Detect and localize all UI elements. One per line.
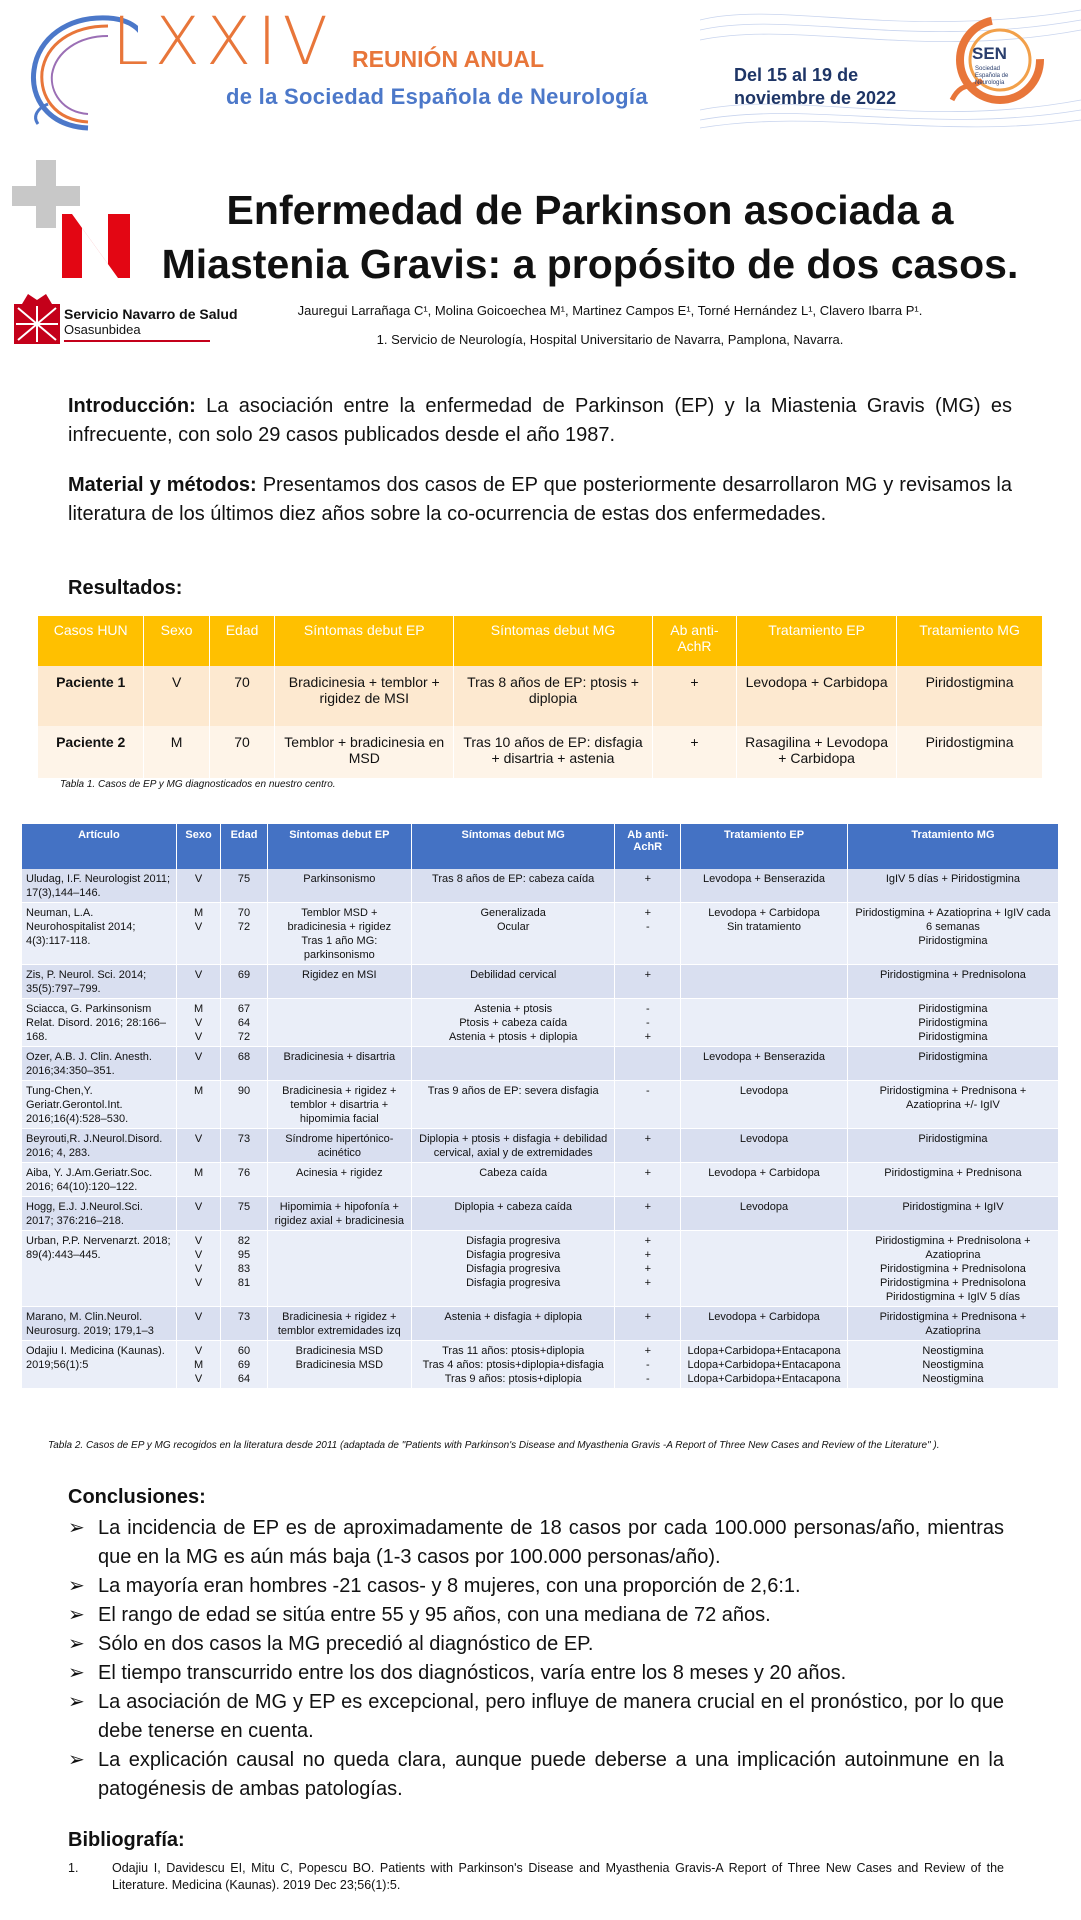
table-cell: Piridostigmina + Prednisona + Azatioprina +/- IgIV [847,1081,1058,1129]
table-cell: Tras 8 años de EP: cabeza caída [411,869,615,903]
table-header-cell: Ab anti-AchR [615,824,681,869]
table-cell: + [652,726,736,778]
table-cell [411,1047,615,1081]
table-cell: Piridostigmina + Prednisona [847,1163,1058,1197]
table2-caption: Tabla 2. Casos de EP y MG recogidos en la literatura desde 2011 (adaptada de "Patients with Parkinson's Disease and Myasthenia Gravis -A Report of Three New Cases and Review of the Literature" ). [48,1440,940,1451]
arrow-bullet-icon: ➢ [68,1633,85,1655]
table-cell: + [652,666,736,726]
table-cell: Bradicinesia + disartria [267,1047,411,1081]
table-header-cell: Tratamiento MG [897,616,1043,666]
table-cell: 70 [209,666,274,726]
table-cell: Tras 8 años de EP: ptosis + diplopia [454,666,653,726]
table-cell: Acinesia + rigidez [267,1163,411,1197]
arrow-bullet-icon: ➢ [68,1691,85,1713]
table-cell: Piridostigmina + IgIV [847,1197,1058,1231]
org-underline [64,340,210,342]
table-cell: + [615,1197,681,1231]
table-cell: Tras 10 años de EP: disfagia + disartria + astenia [454,726,653,778]
table-cell: Hogg, E.J. J.Neurol.Sci. 2017; 376:216–218. [22,1197,176,1231]
table-cell: Levodopa + Carbidopa [737,666,897,726]
table-cell: Odajiu I. Medicina (Kaunas). 2019;56(1):5 [22,1341,176,1389]
table-cell: Levodopa + Benserazida [681,869,848,903]
table-cell: Bradicinesia + temblor + rigidez de MSI [275,666,454,726]
table-cell: Piridostigmina [897,666,1043,726]
introduction-label: Introducción: [68,395,196,417]
table-cell: + - [615,903,681,965]
table-cell [267,1231,411,1307]
table-header-row [22,824,1059,869]
table-header-cell: Edad [221,824,267,869]
table-cell: Generalizada Ocular [411,903,615,965]
conclusion-item [68,1514,1004,1572]
dates-line-2: noviembre de 2022 [734,88,897,108]
table-header-cell: Casos HUN [38,616,144,666]
table-cell: Diplopia + cabeza caída [411,1197,615,1231]
table-row [22,869,1059,903]
table-cell: V [144,666,209,726]
table-cell: V [176,1307,221,1341]
table-cell: 60 69 64 [221,1341,267,1389]
edition-number: LXXIV [112,3,334,80]
table-cell: Rasagilina + Levodopa + Carbidopa [737,726,897,778]
introduction-text: La asociación entre la enfermedad de Parkinson (EP) y la Miastenia Gravis (MG) es infrecuente, con solo 29 casos publicados desde el año 1987. [68,395,1012,446]
table-cell: Beyrouti,R. J.Neurol.Disord. 2016; 4, 283. [22,1129,176,1163]
table-header-cell: Ab anti-AchR [652,616,736,666]
table-cell: Síndrome hipertónico-acinético [267,1129,411,1163]
table-cell: Piridostigmina + Prednisona + Azatioprina [847,1307,1058,1341]
arrow-bullet-icon: ➢ [68,1662,85,1684]
table-row [22,1047,1059,1081]
table-cell: + [615,1163,681,1197]
table-row [22,1081,1059,1129]
table-cell: V [176,1197,221,1231]
table-cell: V [176,869,221,903]
table-cell: 75 [221,1197,267,1231]
table-cell: V V V V [176,1231,221,1307]
hospital-cases-table [38,616,1043,778]
table-cell: V [176,965,221,999]
table-header-cell: Síntomas debut EP [267,824,411,869]
table-cell: M [176,1081,221,1129]
table-cell: 69 [221,965,267,999]
literature-cases-table [22,824,1059,1389]
bibliography-label: Bibliografía: [68,1829,185,1851]
table-cell: V M V [176,1341,221,1389]
table-cell: M V [176,903,221,965]
table-cell: Cabeza caída [411,1163,615,1197]
bibliography-text: Odajiu I, Davidescu EI, Mitu C, Popescu BO. Patients with Parkinson's Disease and Myasthenia Gravis-A Report of Three New Cases and Review of the Literature. Medicina (Kaunas). 2019 Dec 23;56(1):5. [112,1861,1004,1892]
introduction-paragraph [68,392,1012,450]
table-cell [681,999,848,1047]
table-cell: M V V [176,999,221,1047]
table-row [22,1163,1059,1197]
table-cell [681,1231,848,1307]
conclusions-list [68,1514,1004,1804]
table-cell: Levodopa + Carbidopa Sin tratamiento [681,903,848,965]
table-cell: IgIV 5 días + Piridostigmina [847,869,1058,903]
table-cell: M [144,726,209,778]
methods-label: Material y métodos: [68,474,257,496]
arrow-bullet-icon: ➢ [68,1517,85,1539]
table-cell [267,999,411,1047]
table-cell: 67 64 72 [221,999,267,1047]
table-row [22,1129,1059,1163]
table-header-cell: Síntomas debut MG [454,616,653,666]
conclusion-item [68,1746,1004,1804]
arrow-bullet-icon: ➢ [68,1575,85,1597]
table-cell: Tras 11 años: ptosis+diplopia Tras 4 años: ptosis+diplopia+disfagia Tras 9 años: ptosis+diplopia [411,1341,615,1389]
table-cell: Uludag, I.F. Neurologist 2011; 17(3),144–146. [22,869,176,903]
conclusion-item [68,1601,1004,1630]
conference-banner [0,0,1081,135]
table-cell: 70 72 [221,903,267,965]
conclusion-item [68,1659,1004,1688]
table-cell: Levodopa + Carbidopa [681,1307,848,1341]
table-cell: - - + [615,999,681,1047]
table-row [22,999,1059,1047]
table-cell: Bradicinesia + rigidez + temblor + disartria + hipomimia facial [267,1081,411,1129]
table-cell: Bradicinesia + rigidez + temblor extremidades izq [267,1307,411,1341]
table-cell: Piridostigmina + Prednisolona + Azatioprina Piridostigmina + Prednisolona Piridostigmina + Prednisolona Piridostigmina + IgIV 5 días [847,1231,1058,1307]
table-cell: Marano, M. Clin.Neurol. Neurosurg. 2019; 179,1–3 [22,1307,176,1341]
results-label: Resultados: [68,577,183,599]
table-cell: Temblor MSD + bradicinesia + rigidez Tras 1 año MG: parkinsonismo [267,903,411,965]
table-header-cell: Artículo [22,824,176,869]
table-cell: Diplopia + ptosis + disfagia + debilidad cervical, axial y de extremidades [411,1129,615,1163]
table-cell: Temblor + bradicinesia en MSD [275,726,454,778]
conclusion-text: El rango de edad se sitúa entre 55 y 95 años, con una mediana de 72 años. [98,1604,771,1626]
table-cell: Piridostigmina + Prednisolona [847,965,1058,999]
table-cell: Neuman, L.A. Neurohospitalist 2014; 4(3):117-118. [22,903,176,965]
table-row [22,903,1059,965]
table-cell: + - - [615,1341,681,1389]
table1-caption: Tabla 1. Casos de EP y MG diagnosticados en nuestro centro. [60,779,336,790]
methods-text: Presentamos dos casos de EP que posteriormente desarrollaron MG y revisamos la literatura de los últimos diez años sobre la co-ocurrencia de estas dos enfermedades. [68,474,1013,525]
conclusion-text: La asociación de MG y EP es excepcional, pero influye de manera crucial en el pronóstico, por lo que debe tenerse en cuenta. [98,1691,1004,1742]
conclusion-text: El tiempo transcurrido entre los dos diagnósticos, varía entre los 8 meses y 20 años. [98,1662,847,1684]
table-cell: + [615,965,681,999]
table-cell: Urban, P.P. Nervenarzt. 2018; 89(4):443–445. [22,1231,176,1307]
dates-line-1: Del 15 al 19 de [734,65,859,85]
table-cell: Ldopa+Carbidopa+Entacapona Ldopa+Carbidopa+Entacapona Ldopa+Carbidopa+Entacapona [681,1341,848,1389]
table-cell: Rigidez en MSI [267,965,411,999]
table-row [22,1307,1059,1341]
conclusion-item [68,1630,1004,1659]
table-cell: 90 [221,1081,267,1129]
table-cell: Disfagia progresiva Disfagia progresiva Disfagia progresiva Disfagia progresiva [411,1231,615,1307]
table-cell: Zis, P. Neurol. Sci. 2014; 35(5):797–799. [22,965,176,999]
table-cell: Levodopa [681,1129,848,1163]
society-name: de la Sociedad Española de Neurología [226,84,648,109]
table-cell: Piridostigmina Piridostigmina Piridostigmina [847,999,1058,1047]
table-header-cell: Síntomas debut EP [275,616,454,666]
table-cell: Levodopa [681,1197,848,1231]
conclusions-label: Conclusiones: [68,1486,206,1508]
table-row [22,965,1059,999]
table-row [38,726,1043,778]
table-row [22,1197,1059,1231]
table-cell: V [176,1047,221,1081]
table-header-cell: Síntomas debut MG [411,824,615,869]
table-cell: 75 [221,869,267,903]
table-cell: Tras 9 años de EP: severa disfagia [411,1081,615,1129]
table-row [22,1231,1059,1307]
table-cell: Piridostigmina [847,1047,1058,1081]
table-cell: 73 [221,1307,267,1341]
table-cell: Parkinsonismo [267,869,411,903]
table-cell [615,1047,681,1081]
conclusion-item [68,1572,1004,1601]
table-cell: Debilidad cervical [411,965,615,999]
org-subtitle: Osasunbidea [64,322,141,337]
table-cell: Ozer, A.B. J. Clin. Anesth. 2016;34:350–351. [22,1047,176,1081]
sen-acronym: SEN [972,44,1007,63]
table-header-cell: Tratamiento EP [681,824,848,869]
table-cell: V [176,1129,221,1163]
table-cell: Neostigmina Neostigmina Neostigmina [847,1341,1058,1389]
table-cell: Bradicinesia MSD Bradicinesia MSD [267,1341,411,1389]
org-name: Servicio Navarro de Salud [64,306,238,322]
conclusion-text: La explicación causal no queda clara, aunque puede deberse a una implicación autoinmune en la patogénesis de ambas patologías. [98,1749,1004,1800]
authors: Jauregui Larrañaga C¹, Molina Goicoechea M¹, Martinez Campos E¹, Torné Hernández L¹, Clavero Ibarra P¹. [297,303,923,318]
table-row [38,666,1043,726]
table-cell: M [176,1163,221,1197]
table-row [22,1341,1059,1389]
table-cell: 76 [221,1163,267,1197]
sen-subtitle: Sociedad Española de Neurología [975,66,1009,86]
table-cell: + [615,1307,681,1341]
arrow-bullet-icon: ➢ [68,1604,85,1626]
event-dates [734,64,896,110]
table-cell: 68 [221,1047,267,1081]
table-cell: + [615,1129,681,1163]
table-cell: Levodopa + Carbidopa [681,1163,848,1197]
table-cell: Aiba, Y. J.Am.Geriatr.Soc. 2016; 64(10):120–122. [22,1163,176,1197]
table-cell: Paciente 1 [38,666,144,726]
conclusion-text: Sólo en dos casos la MG precedió al diagnóstico de EP. [98,1633,594,1655]
poster-title: Enfermedad de Parkinson asociada a Miastenia Gravis: a propósito de dos casos. [161,187,1019,287]
table-cell: 70 [209,726,274,778]
arrow-bullet-icon: ➢ [68,1749,85,1771]
table-cell: - [615,1081,681,1129]
meeting-label: REUNIÓN ANUAL [352,46,545,72]
table-cell: Paciente 2 [38,726,144,778]
table-header-cell: Sexo [176,824,221,869]
methods-paragraph [68,471,1012,529]
table-cell: Astenia + disfagia + diplopia [411,1307,615,1341]
table-header-row [38,616,1043,666]
table-cell [681,965,848,999]
bibliography-item [68,1860,1004,1894]
conclusion-text: La mayoría eran hombres -21 casos- y 8 mujeres, con una proporción de 2,6:1. [98,1575,801,1597]
table-cell: Piridostigmina + Azatioprina + IgIV cada 6 semanas Piridostigmina [847,903,1058,965]
table-header-cell: Tratamiento EP [737,616,897,666]
table-cell: 82 95 83 81 [221,1231,267,1307]
table-cell: Tung-Chen,Y. Geriatr.Gerontol.Int. 2016;16(4):528–530. [22,1081,176,1129]
table-cell: + + + + [615,1231,681,1307]
table-cell: Piridostigmina [847,1129,1058,1163]
affiliation: 1. Servicio de Neurología, Hospital Universitario de Navarra, Pamplona, Navarra. [376,332,844,347]
table-cell: Levodopa + Benserazida [681,1047,848,1081]
table-cell: Levodopa [681,1081,848,1129]
conclusion-text: La incidencia de EP es de aproximadamente de 18 casos por cada 100.000 personas/año, mientras que en la MG es aún más baja (1-3 casos por 100.000 personas/año). [98,1517,1004,1568]
table-cell: Hipomimia + hipofonía + rigidez axial + bradicinesia [267,1197,411,1231]
table-cell: Astenia + ptosis Ptosis + cabeza caída Astenia + ptosis + diplopia [411,999,615,1047]
table-cell: Piridostigmina [897,726,1043,778]
conclusion-item [68,1688,1004,1746]
table-header-cell: Tratamiento MG [847,824,1058,869]
bibliography-number: 1. [68,1861,79,1875]
table-cell: + [615,869,681,903]
table-header-cell: Sexo [144,616,209,666]
table-cell: 73 [221,1129,267,1163]
table-cell: Sciacca, G. Parkinsonism Relat. Disord. 2016; 28:166–168. [22,999,176,1047]
table-header-cell: Edad [209,616,274,666]
